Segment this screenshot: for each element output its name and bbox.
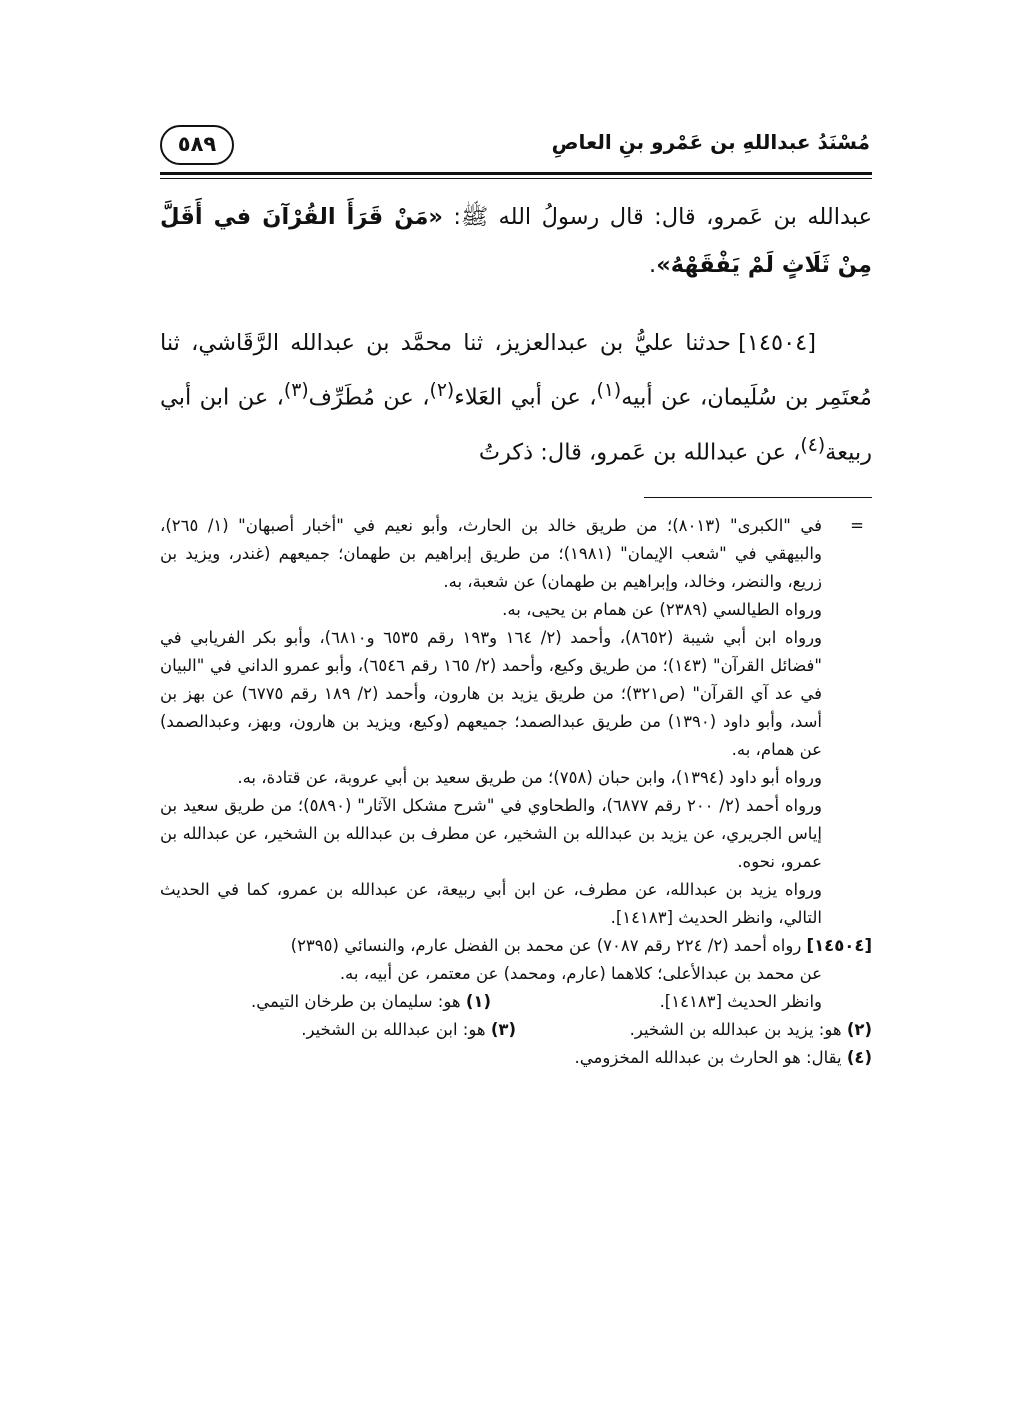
footnote-main	[160, 932, 872, 1072]
paragraph-gap	[160, 289, 872, 319]
cont-line: ورواه ابن أبي شيبة (٨٦٥٢)، وأحمد (٢/ ١٦٤ و١٩٣ رقم ٦٥٣٥ و٦٨١٠)، وأبو بكر الفريابي في "فضائل القرآن" (١٤٣)؛ من طريق وكيع، وأحمد (٢/ ١٦٥ رقم ٦٥٤٦)، وأبو عمرو الداني في "البيان في عد آي القرآن" (ص٣٢١)؛ من طريق يزيد بن هارون، وأحمد (٢/ ١٨٩ رقم ٦٧٧٥) عن بهز بن أسد، وأبو داود (١٣٩٠) من طريق عبدالصمد؛ جميعهم (وكيع، ويزيد بن هارون، وبهز، وعبدالصمد) عن همام، به.	[160, 628, 823, 759]
footnote-ref-4: (٤)	[800, 434, 826, 456]
main-footnote-line	[160, 932, 872, 960]
footnote-3	[160, 1016, 516, 1044]
main-footnote-second: عن محمد بن عبدالأعلى؛ كلاهما (عارم، ومحمد) عن معتمر، عن أبيه، به.	[339, 964, 822, 983]
continuation-mark: =	[850, 516, 864, 535]
header-rule-thin	[160, 178, 872, 179]
cont-line: ورواه يزيد بن عبدالله، عن مطرف، عن ابن أبي ربيعة، عن عبدالله بن عمرو، كما في الحديث التالي، وانظر الحديث [١٤١٨٣].	[160, 880, 822, 927]
para2-text-4: ، عن ابن أبي ربيعة	[160, 384, 872, 465]
footnote-3-mark: (٣)	[490, 1020, 516, 1039]
footnote-3-text: هو: ابن عبدالله بن الشخير.	[301, 1020, 491, 1039]
paragraph-2	[160, 319, 872, 476]
footnote-2	[516, 1016, 872, 1044]
cont-line: ورواه أحمد (٢/ ٢٠٠ رقم ٦٨٧٧)، والطحاوي في "شرح مشكل الآثار" (٥٨٩٠)؛ من طريق سعيد بن إياس الجريري، عن يزيد بن عبدالله بن الشخير، عن مطرف بن عبدالله بن الشخير، عن عبدالله بن عمرو، نحوه.	[160, 796, 823, 871]
footnote-row	[160, 1016, 872, 1044]
footnote-row	[160, 988, 872, 1016]
para2-text-3: ، عن مُطَرِّف	[308, 384, 430, 411]
cont-line: ورواه الطيالسي (٢٣٨٩) عن همام بن يحيى، به.	[502, 600, 822, 619]
footnote-1-mark: (١)	[465, 992, 491, 1011]
cont-line: في "الكبرى" (٨٠١٣)؛ من طريق خالد بن الحارث، وأبو نعيم في "أخبار أصبهان" (١/ ٢٦٥)، والبيهقي في "شعب الإيمان" (١٩٨١)؛ من طريق إبراهيم بن طهمان؛ جميعهم (غندر، ويزيد بن زريع، والنضر، وخالد، وإبراهيم بن طهمان) عن شعبة، به.	[160, 516, 822, 591]
para2-text: حدثنا عليُّ بن عبدالعزيز، ثنا محمَّد بن عبدالله الرَّقَاشي، ثنا مُعتَمِر بن سُلَيمان، عن أبيه	[160, 330, 872, 411]
cont-line: ورواه أبو داود (١٣٩٤)، وابن حبان (٧٥٨)؛ من طريق سعيد بن أبي عروبة، عن قتادة، به.	[237, 768, 822, 787]
main-text	[160, 193, 872, 476]
hadith-quote: «مَنْ قَرَأَ القُرْآنَ في أَقَلَّ مِنْ ثَلَاثٍ لَمْ يَفْقَهْهُ»	[160, 204, 872, 278]
running-title: مُسْنَدُ عبداللهِ بن عَمْرو بنِ العاصِ	[551, 130, 870, 154]
footnote-ref-3: (٣)	[283, 380, 309, 401]
footnote-4-text: يقال: هو الحارث بن عبدالله المخزومي.	[574, 1048, 847, 1067]
footnote-1-text: هو: سليمان بن طرخان التيمي.	[251, 992, 466, 1011]
main-footnote-third: وانظر الحديث [١٤١٨٣].	[659, 992, 822, 1011]
header-rule-thick	[160, 172, 872, 175]
footnote-1	[160, 988, 491, 1016]
footnote-2-text: هو: يزيد بن عبدالله بن الشخير.	[629, 1020, 847, 1039]
main-footnote-number: [١٤٥٠٤]	[806, 936, 872, 955]
para2-text-5: ، عن عبدالله بن عَمرو، قال: ذكرتُ	[478, 439, 801, 465]
footnote-2-mark: (٢)	[846, 1020, 872, 1039]
footnote-4	[516, 1044, 872, 1072]
para2-text-2: ، عن أبي العَلاء	[454, 384, 597, 411]
footnote-continuation	[160, 512, 872, 932]
footnotes	[160, 512, 872, 1072]
para1-text: عبدالله بن عَمرو، قال: قال رسولُ الله ﷺ:	[442, 204, 872, 230]
hadith-number: [١٤٥٠٤]	[738, 330, 817, 356]
footnote-ref-1: (١)	[596, 380, 622, 401]
footnote-ref-2: (٢)	[429, 380, 455, 401]
page-header	[160, 122, 872, 172]
footnote-separator	[644, 497, 872, 498]
para1-end: .	[649, 252, 657, 278]
footnote-row	[160, 1044, 872, 1072]
main-footnote-first: رواه أحمد (٢/ ٢٢٤ رقم ٧٠٨٧) عن محمد بن الفضل عارم، والنسائي (٢٣٩٥)	[290, 936, 807, 955]
paragraph-1	[160, 193, 872, 289]
footnote-4-mark: (٤)	[846, 1048, 872, 1067]
page-number: ٥٨٩	[160, 125, 234, 165]
